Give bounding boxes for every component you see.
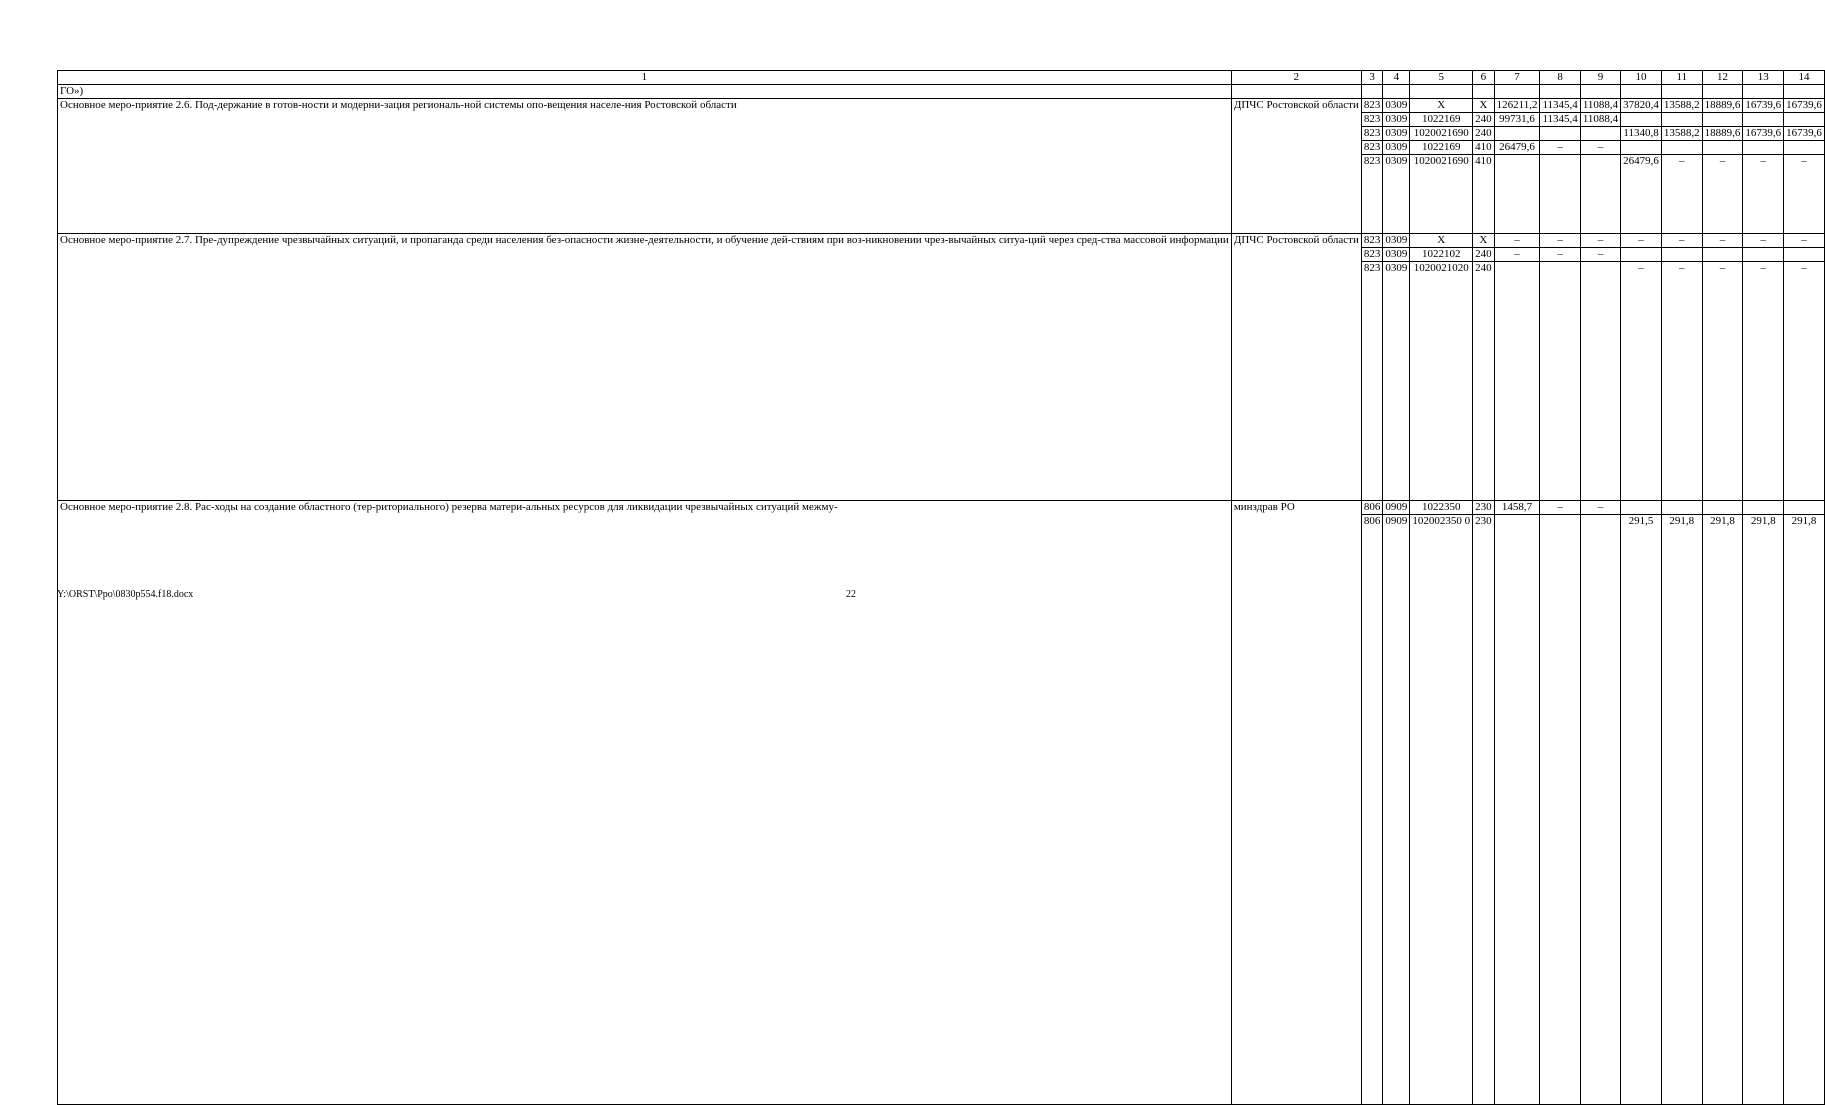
table-cell: 240 xyxy=(1473,127,1495,141)
table-cell: 823 xyxy=(1361,141,1383,155)
table-row xyxy=(58,234,1825,248)
table-cell: 0909 xyxy=(1383,515,1410,1105)
table-cell: 1022102 xyxy=(1410,248,1473,262)
table-cell xyxy=(1494,515,1540,1105)
table-cell: 291,8 xyxy=(1784,515,1825,1105)
column-header: 10 xyxy=(1621,71,1662,85)
table-cell: – xyxy=(1580,234,1620,248)
table-cell: 102002350 0 xyxy=(1410,515,1473,1105)
table-cell: 18889,6 xyxy=(1702,127,1743,141)
table-cell: 291,8 xyxy=(1661,515,1702,1105)
table-cell: 806 xyxy=(1361,515,1383,1105)
column-header: 5 xyxy=(1410,71,1473,85)
column-header: 8 xyxy=(1540,71,1580,85)
table-cell: Х xyxy=(1410,234,1473,248)
table-cell: 16739,6 xyxy=(1743,127,1784,141)
table-cell: 230 xyxy=(1473,515,1495,1105)
budget-table xyxy=(57,70,1825,1105)
executor-cell: минздрав РО xyxy=(1231,501,1361,1105)
table-cell: – xyxy=(1540,141,1580,155)
table-cell xyxy=(1743,113,1784,127)
table-cell xyxy=(1494,155,1540,234)
table-cell: – xyxy=(1540,501,1580,515)
table-cell: 26479,6 xyxy=(1494,141,1540,155)
table-cell: – xyxy=(1540,248,1580,262)
table-cell: 0309 xyxy=(1383,113,1410,127)
column-header: 7 xyxy=(1494,71,1540,85)
table-row xyxy=(58,99,1825,113)
table-cell: 410 xyxy=(1473,155,1495,234)
table-cell xyxy=(1494,127,1540,141)
table-cell: 823 xyxy=(1361,234,1383,248)
table-cell: 1022350 xyxy=(1410,501,1473,515)
table-cell: 806 xyxy=(1361,501,1383,515)
table-cell: 1022169 xyxy=(1410,141,1473,155)
table-cell: 230 xyxy=(1473,501,1495,515)
table-cell: 823 xyxy=(1361,127,1383,141)
table-cell: Х xyxy=(1473,99,1495,113)
executor-cell: ДПЧС Ростовской области xyxy=(1231,234,1361,501)
table-cell: 16739,6 xyxy=(1743,99,1784,113)
table-cell: – xyxy=(1661,234,1702,248)
table-cell: – xyxy=(1621,234,1662,248)
table-cell: – xyxy=(1621,262,1662,501)
table-cell: 18889,6 xyxy=(1702,99,1743,113)
table-cell: – xyxy=(1702,155,1743,234)
table-cell xyxy=(1494,262,1540,501)
table-cell xyxy=(1784,501,1825,515)
table-cell xyxy=(1702,113,1743,127)
table-cell: 11340,8 xyxy=(1621,127,1662,141)
table-cell: 823 xyxy=(1361,155,1383,234)
column-header: 13 xyxy=(1743,71,1784,85)
table-cell: 0309 xyxy=(1383,99,1410,113)
table-cell xyxy=(1621,248,1662,262)
table-cell: – xyxy=(1784,262,1825,501)
table-cell xyxy=(1784,248,1825,262)
table-cell: 126211,2 xyxy=(1494,99,1540,113)
table-cell xyxy=(1580,127,1620,141)
table-cell xyxy=(1702,248,1743,262)
column-header: 3 xyxy=(1361,71,1383,85)
table-cell xyxy=(1580,262,1620,501)
table-cell: 0309 xyxy=(1383,248,1410,262)
table-cell xyxy=(1580,155,1620,234)
table-cell: – xyxy=(1784,234,1825,248)
table-cell xyxy=(1743,141,1784,155)
event-name-cell: Основное меро-приятие 2.7. Пре-дупреждение чрезвычайных ситуаций, и пропаганда среди населения без-опасности жизне-деятельности, и обучение дей-ствиям при воз-никновении чрез-вычайных ситуа-ций через сред-ства массовой информации xyxy=(58,234,1232,501)
footer-file-path: Y:\ORST\Ppo\0830p554.f18.docx xyxy=(57,589,194,600)
table-cell: 13588,2 xyxy=(1661,99,1702,113)
table-cell xyxy=(1580,515,1620,1105)
executor-cell: ДПЧС Ростовской области xyxy=(1231,99,1361,234)
table-cell: 823 xyxy=(1361,248,1383,262)
continuation-row xyxy=(58,85,1825,99)
table-cell: 240 xyxy=(1473,113,1495,127)
column-header: 14 xyxy=(1784,71,1825,85)
table-cell: 823 xyxy=(1361,99,1383,113)
table-cell: 16739,6 xyxy=(1784,99,1825,113)
event-name-cell: Основное меро-приятие 2.8. Рас-ходы на создание областного (тер-риториального) резерва матери-альных ресурсов для ликвидации чрезвычайных ситуаций межму- xyxy=(58,501,1232,1105)
column-header: 11 xyxy=(1661,71,1702,85)
table-cell: – xyxy=(1494,248,1540,262)
table-cell: 0309 xyxy=(1383,127,1410,141)
table-cell xyxy=(1702,141,1743,155)
table-cell: 11345,4 xyxy=(1540,113,1580,127)
table-cell: – xyxy=(1661,155,1702,234)
table-cell: 0909 xyxy=(1383,501,1410,515)
table-cell: – xyxy=(1784,155,1825,234)
column-header: 4 xyxy=(1383,71,1410,85)
table-cell xyxy=(1621,113,1662,127)
column-header: 6 xyxy=(1473,71,1495,85)
table-cell: – xyxy=(1702,234,1743,248)
table-body xyxy=(58,71,1825,1105)
page-number: 22 xyxy=(846,589,856,600)
table-cell: 1458,7 xyxy=(1494,501,1540,515)
table-cell: Х xyxy=(1410,99,1473,113)
table-cell: – xyxy=(1743,155,1784,234)
table-cell xyxy=(1743,501,1784,515)
table-row xyxy=(58,501,1825,515)
table-cell: 0309 xyxy=(1383,141,1410,155)
header-row xyxy=(58,71,1825,85)
table-cell xyxy=(1661,141,1702,155)
table-cell: – xyxy=(1494,234,1540,248)
table-cell: 1020021690 xyxy=(1410,127,1473,141)
table-cell: – xyxy=(1743,262,1784,501)
table-cell: – xyxy=(1580,248,1620,262)
table-cell: 16739,6 xyxy=(1784,127,1825,141)
table-cell: 37820,4 xyxy=(1621,99,1662,113)
table-cell xyxy=(1540,262,1580,501)
table-cell: – xyxy=(1743,234,1784,248)
table-cell xyxy=(1784,113,1825,127)
table-cell: 26479,6 xyxy=(1621,155,1662,234)
table-cell xyxy=(1540,127,1580,141)
table-cell xyxy=(1540,515,1580,1105)
table-cell: 11088,4 xyxy=(1580,99,1620,113)
table-cell: 1020021020 xyxy=(1410,262,1473,501)
table-cell xyxy=(1540,155,1580,234)
table-cell: Х xyxy=(1473,234,1495,248)
table-cell: 410 xyxy=(1473,141,1495,155)
table-cell xyxy=(1661,113,1702,127)
table-cell: 11345,4 xyxy=(1540,99,1580,113)
table-cell: 240 xyxy=(1473,262,1495,501)
table-cell: – xyxy=(1702,262,1743,501)
table-cell: 291,5 xyxy=(1621,515,1662,1105)
column-header: 2 xyxy=(1231,71,1361,85)
table-cell: 823 xyxy=(1361,262,1383,501)
table-cell xyxy=(1661,248,1702,262)
table-cell: 291,8 xyxy=(1702,515,1743,1105)
table-cell xyxy=(1661,501,1702,515)
table-cell: 1020021690 xyxy=(1410,155,1473,234)
table-cell: 13588,2 xyxy=(1661,127,1702,141)
table-cell: 240 xyxy=(1473,248,1495,262)
column-header: 1 xyxy=(58,71,1232,85)
table-cell: 1022169 xyxy=(1410,113,1473,127)
table-cell: – xyxy=(1540,234,1580,248)
table-cell xyxy=(1743,248,1784,262)
table-cell: 11088,4 xyxy=(1580,113,1620,127)
table-cell: 291,8 xyxy=(1743,515,1784,1105)
column-header: 12 xyxy=(1702,71,1743,85)
table-cell: 0309 xyxy=(1383,262,1410,501)
table-cell: 0309 xyxy=(1383,234,1410,248)
table-cell xyxy=(1784,141,1825,155)
table-cell: 99731,6 xyxy=(1494,113,1540,127)
table-cell xyxy=(1621,141,1662,155)
continuation-cell: ГО») xyxy=(58,85,1232,99)
table-cell xyxy=(1702,501,1743,515)
table-cell: – xyxy=(1661,262,1702,501)
table-cell: – xyxy=(1580,141,1620,155)
event-name-cell: Основное меро-приятие 2.6. Под-держание в готов-ности и модерни-зация региональ-ной системы опо-вещения населе-ния Ростовской области xyxy=(58,99,1232,234)
table-cell: – xyxy=(1580,501,1620,515)
table-cell: 823 xyxy=(1361,113,1383,127)
table-cell xyxy=(1621,501,1662,515)
table-cell: 0309 xyxy=(1383,155,1410,234)
column-header: 9 xyxy=(1580,71,1620,85)
